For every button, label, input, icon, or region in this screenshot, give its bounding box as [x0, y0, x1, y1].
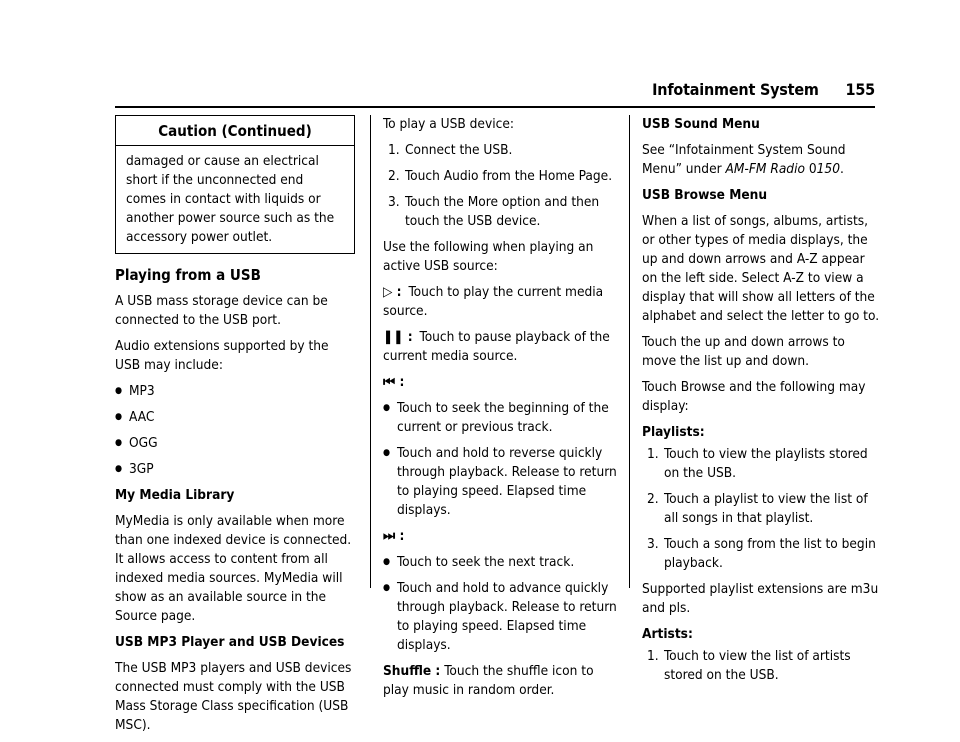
- playlists-label: Playlists:: [642, 424, 705, 440]
- use-following-paragraph: Use the following when playing an active USB source:: [383, 239, 594, 274]
- formats-list: [115, 382, 355, 479]
- list-item: 1. Touch to view the playlists stored on the USB.: [647, 446, 868, 481]
- list-item: 2. Touch a playlist to view the list of all songs in that playlist.: [647, 491, 868, 526]
- players-paragraph: The USB MP3 players and USB devices connected must comply with the USB Mass Storage Class specification (USB MSC).: [115, 660, 352, 733]
- mymedia-heading: My Media Library: [115, 487, 235, 503]
- list-item: 3. Touch the More option and then touch the USB device.: [388, 194, 600, 229]
- pause-control-description: ❚❚ : Touch to pause playback of the current media source.: [383, 329, 610, 364]
- list-item: 1. Touch to view the list of artists stored on the USB.: [647, 648, 851, 683]
- page-header: [652, 80, 875, 99]
- list-item: 3. Touch a song from the list to begin playback.: [647, 536, 876, 571]
- list-item: ● Touch to seek the next track.: [383, 553, 623, 572]
- players-heading: USB MP3 Player and USB Devices: [115, 634, 345, 650]
- playlist-steps-list: [642, 445, 882, 573]
- sound-menu-heading: USB Sound Menu: [642, 116, 760, 132]
- list-item: ● Touch and hold to advance quickly through playback. Release to return to playing speed. Elapsed time displays.: [383, 579, 623, 655]
- previous-control-heading: ⏮ :: [383, 374, 405, 390]
- column-3: [642, 115, 882, 692]
- artist-steps-list: [642, 647, 882, 685]
- previous-track-icon: ⏮: [383, 374, 396, 390]
- caution-title: Caution (Continued): [116, 116, 354, 146]
- list-item: 2. Touch Audio from the Home Page.: [388, 168, 613, 184]
- play-control-description: ▷ : Touch to play the current media source.: [383, 284, 604, 319]
- list-item: 1. Connect the USB.: [388, 142, 513, 158]
- page-number: 155: [845, 80, 875, 99]
- list-item: ● Touch and hold to reverse quickly through playback. Release to return to playing speed. Elapsed time displays.: [383, 444, 623, 520]
- cross-reference-page[interactable]: 150: [816, 161, 840, 177]
- next-control-heading: ⏭ :: [383, 528, 405, 544]
- cross-reference-link[interactable]: AM-FM Radio: [725, 161, 805, 177]
- column-2: [383, 115, 623, 707]
- caution-box: [115, 115, 355, 254]
- usb-intro-paragraph: A USB mass storage device can be connected to the USB port.: [115, 293, 328, 328]
- extensions-paragraph: Audio extensions supported by the USB may include:: [115, 338, 329, 373]
- next-control-list: [383, 553, 623, 655]
- page-ref-icon: 0: [808, 161, 817, 177]
- list-item: ● OGG: [115, 434, 355, 453]
- play-usb-intro: To play a USB device:: [383, 116, 514, 132]
- browse-may-paragraph: Touch Browse and the following may display:: [642, 379, 866, 414]
- previous-control-list: [383, 399, 623, 520]
- list-item: ● AAC: [115, 408, 355, 427]
- browse-paragraph: When a list of songs, albums, artists, or other types of media displays, the up and down arrows and A-Z appear on the left side. Select A-Z to view a display that will show all letters of the alphabet and select the letter to go to.: [642, 213, 880, 324]
- play-icon: ▷: [383, 284, 393, 300]
- play-steps-list: [383, 141, 623, 231]
- next-track-icon: ⏭: [383, 528, 396, 544]
- pause-icon: ❚❚: [383, 329, 404, 345]
- list-item: ● MP3: [115, 382, 355, 401]
- column-1: [115, 115, 355, 742]
- header-rule: [115, 106, 875, 108]
- column-divider-2: [629, 115, 630, 588]
- arrows-paragraph: Touch the up and down arrows to move the list up and down.: [642, 334, 845, 369]
- shuffle-label: Shuffle :: [383, 663, 441, 679]
- list-item: ● 3GP: [115, 460, 355, 479]
- artists-label: Artists:: [642, 626, 693, 642]
- section-heading-playing-usb: Playing from a USB: [115, 266, 261, 284]
- sound-menu-paragraph: See “Infotainment System Sound Menu” under AM-FM Radio 0150.: [642, 142, 846, 177]
- extensions-note: Supported playlist extensions are m3u and pls.: [642, 581, 879, 616]
- column-divider-1: [370, 115, 371, 588]
- browse-menu-heading: USB Browse Menu: [642, 187, 768, 203]
- shuffle-description: Shuffle : Touch the shuffle icon to play music in random order.: [383, 663, 594, 698]
- caution-text: damaged or cause an electrical short if the unconnected end comes in contact with liquids or another power source such as the accessory power outlet.: [126, 153, 335, 245]
- section-title: Infotainment System: [652, 80, 819, 99]
- list-item: ● Touch to seek the beginning of the current or previous track.: [383, 399, 623, 437]
- mymedia-paragraph: MyMedia is only available when more than one indexed device is connected. It allows access to content from all indexed media sources. MyMedia will show as an available source in the Source page.: [115, 513, 352, 624]
